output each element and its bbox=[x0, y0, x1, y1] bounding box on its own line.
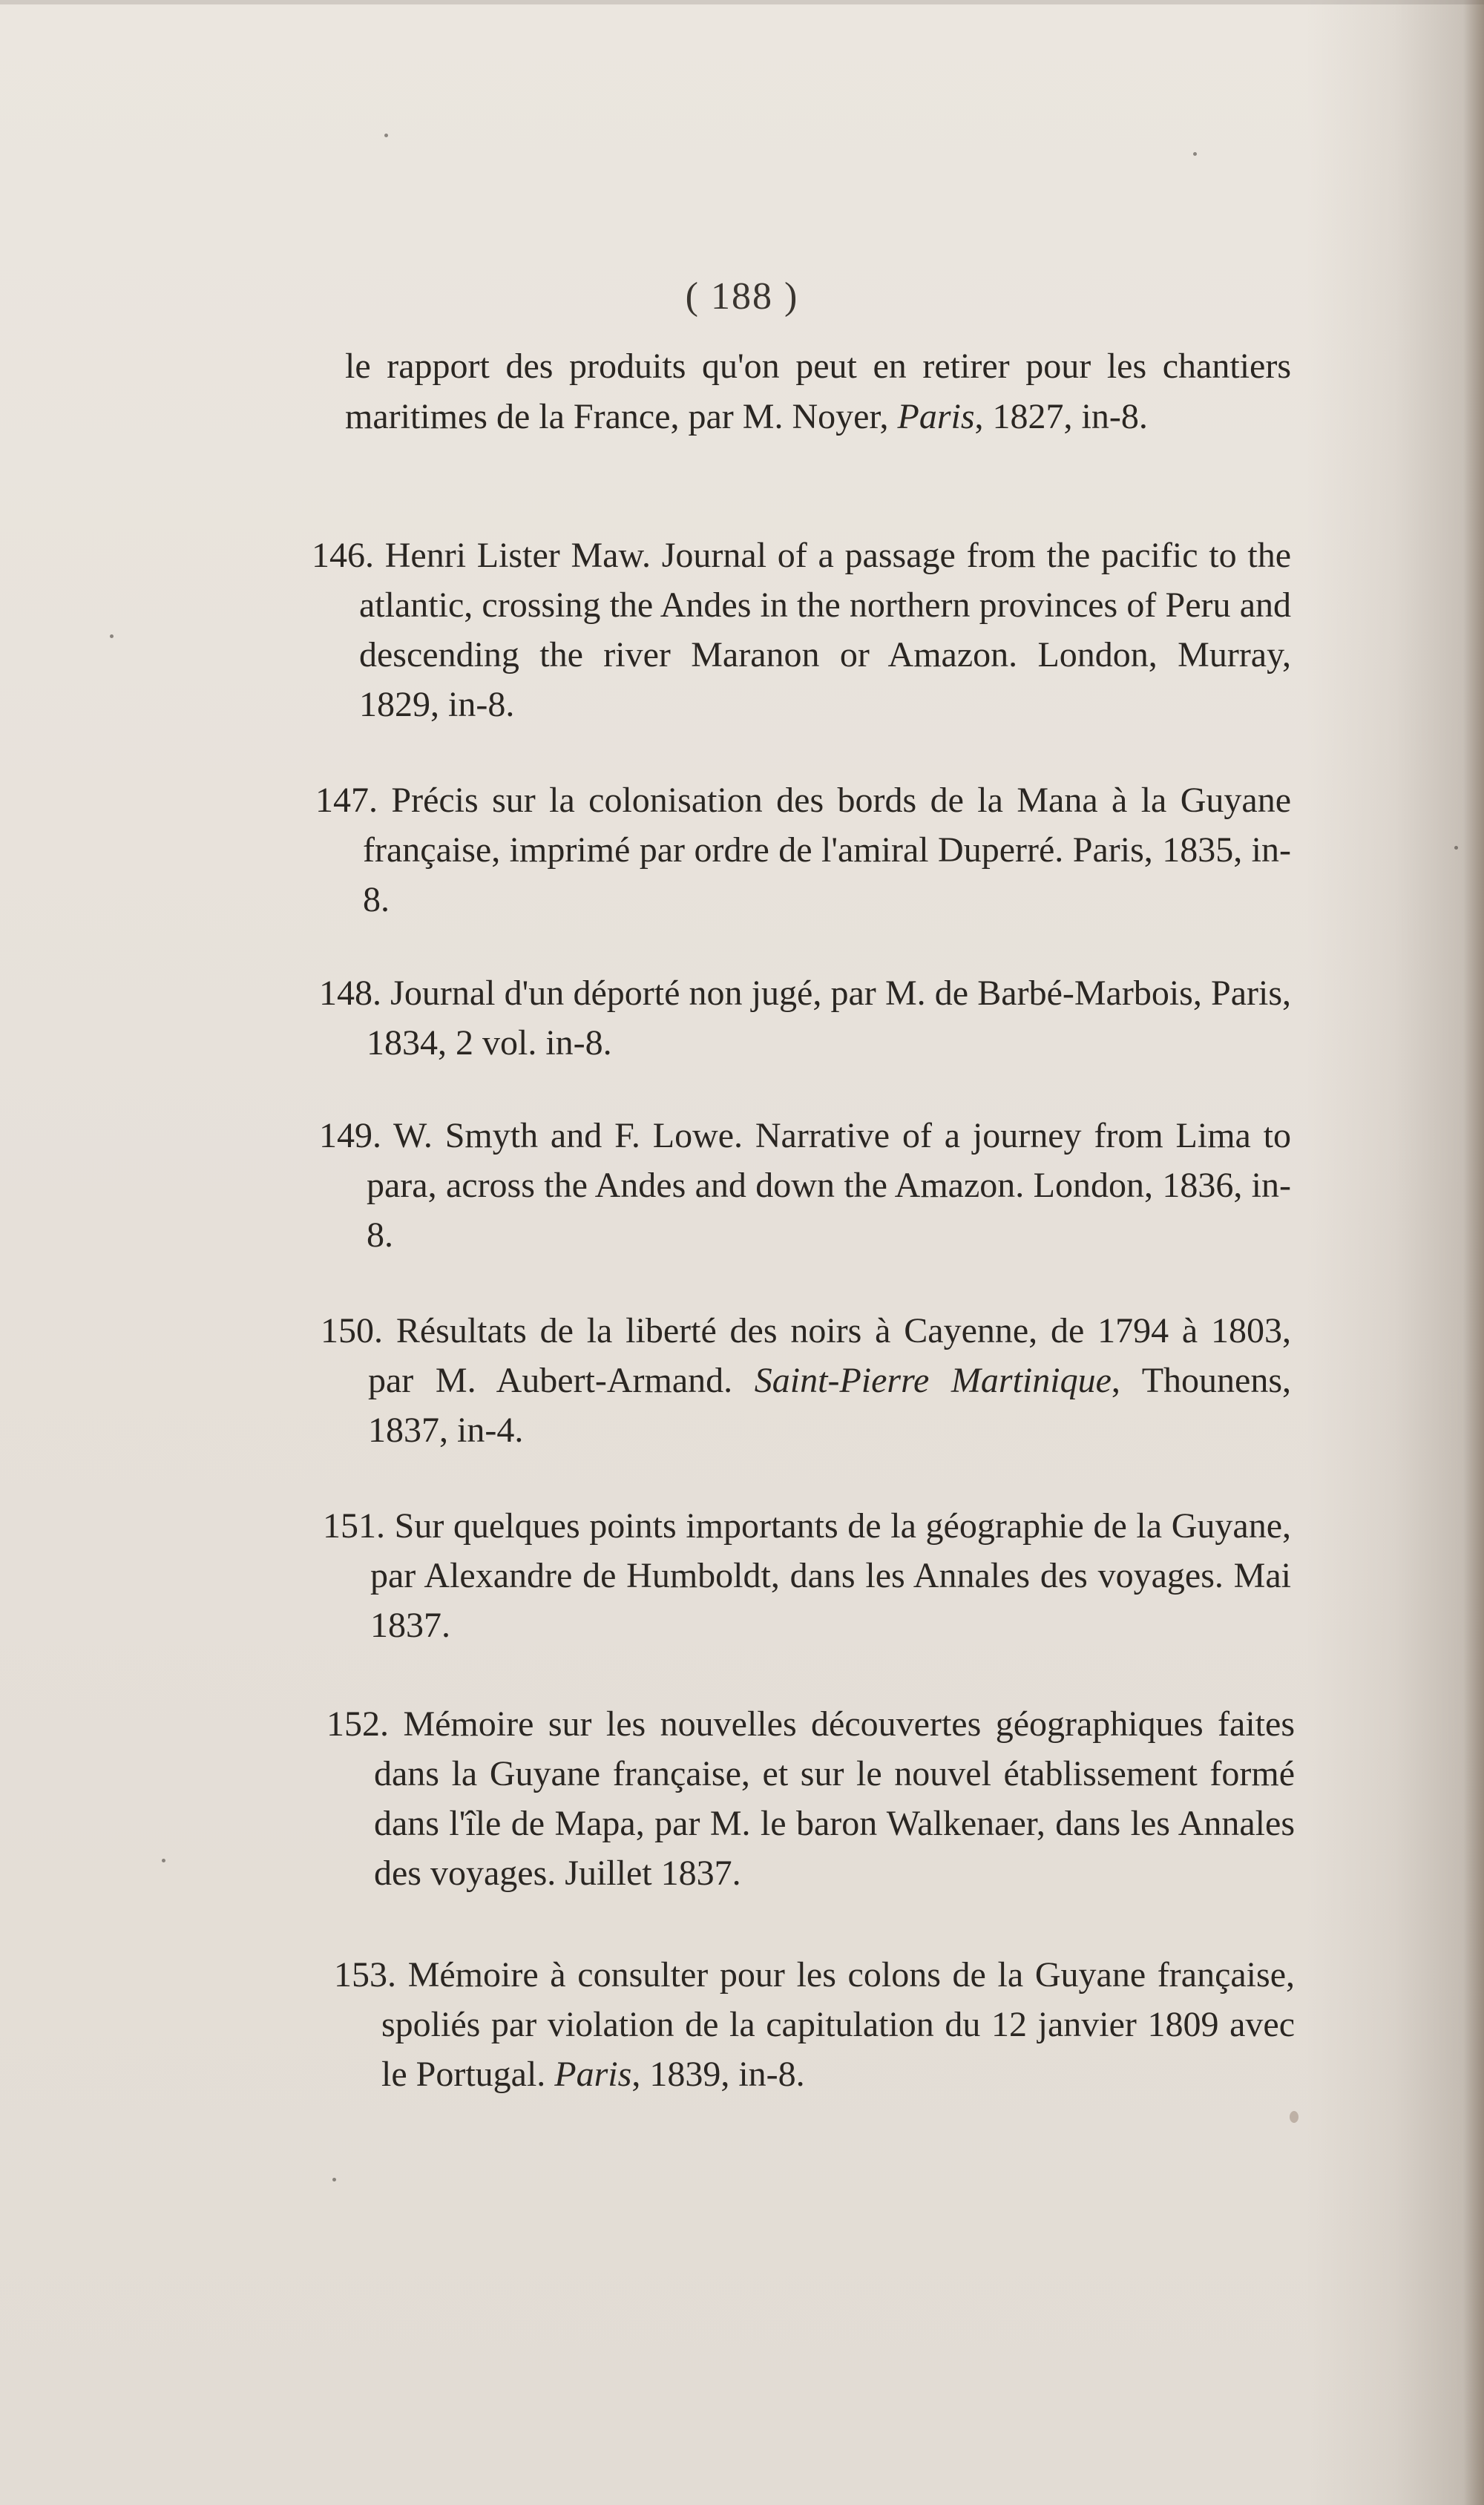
bibliography-entry-150 bbox=[321, 1306, 1291, 1455]
page-number: ( 188 ) bbox=[685, 275, 799, 318]
paper-speck bbox=[110, 634, 114, 638]
paper-speck bbox=[384, 134, 388, 137]
continued-entry-text: le rapport des produits qu'on peut en retirer pour les chantiers maritimes de la France, par M. Noyer, bbox=[345, 347, 1291, 436]
continued-entry bbox=[345, 341, 1291, 442]
paper-speck bbox=[162, 1859, 165, 1862]
entry-text: Sur quelques points importants de la géographie de la Guyane, par Alexandre de Humboldt, dans les Annales des voyages. Mai 1837. bbox=[370, 1506, 1292, 1645]
entry-text: Mémoire à consulter pour les colons de la Guyane française, spoliés par violation de la capitulation du 12 janvier 1809 avec le Portugal. bbox=[381, 1955, 1296, 2094]
page-binding-shadow bbox=[1463, 0, 1484, 2505]
paper-speck bbox=[1193, 152, 1197, 156]
continued-entry-tail: , 1827, in-8. bbox=[974, 397, 1148, 436]
entry-place: Paris bbox=[554, 2055, 632, 2094]
entry-text: Henri Lister Maw. Journal of a passage from the pacific to the atlantic, crossing the Andes in the northern provinces of Peru and descending the river Maranon or Amazon. London, Murray, 1829, in-8. bbox=[359, 536, 1292, 724]
entry-number: 151. bbox=[323, 1506, 385, 1546]
paper-speck bbox=[1454, 846, 1458, 850]
entry-text: Journal d'un déporté non jugé, par M. de Barbé-Marbois, Paris, 1834, 2 vol. in-8. bbox=[367, 974, 1292, 1063]
page-top-edge bbox=[0, 0, 1484, 4]
entry-number: 148. bbox=[319, 974, 381, 1013]
entry-text: Précis sur la colonisation des bords de la Mana à la Guyane française, imprimé par ordre de l'amiral Duperré. Paris, 1835, in-8. bbox=[363, 781, 1292, 919]
entry-number: 147. bbox=[315, 781, 378, 820]
bibliography-entry-153 bbox=[334, 1950, 1295, 2099]
entry-text: Résultats de la liberté des noirs à Cayenne, de 1794 à 1803, par M. Aubert-Armand. bbox=[368, 1311, 1292, 1400]
entry-number: 150. bbox=[321, 1311, 383, 1350]
entry-place: Saint-Pierre Martinique bbox=[754, 1361, 1112, 1400]
entry-number: 152. bbox=[326, 1704, 389, 1744]
entry-tail: , Thounens, 1837, in-4. bbox=[368, 1361, 1291, 1450]
bibliography-entry-149 bbox=[319, 1111, 1291, 1260]
entry-tail: , 1839, in-8. bbox=[631, 2055, 805, 2094]
entry-text: Mémoire sur les nouvelles découvertes géographiques faites dans la Guyane française, et sur le nouvel établissement formé dans l'île de Mapa, par M. le baron Walkenaer, dans les Annales des voyages. Juillet 1837. bbox=[374, 1704, 1296, 1893]
entry-text: W. Smyth and F. Lowe. Narrative of a journey from Lima to para, across the Andes and down the Amazon. London, 1836, in-8. bbox=[367, 1116, 1292, 1255]
bibliography-entry-148 bbox=[319, 968, 1291, 1068]
continued-entry-place: Paris bbox=[897, 397, 975, 436]
paper-speck bbox=[332, 2178, 336, 2181]
entry-number: 146. bbox=[312, 536, 374, 575]
bibliography-entry-146 bbox=[312, 531, 1291, 729]
entry-number: 153. bbox=[334, 1955, 396, 1995]
entry-number: 149. bbox=[319, 1116, 381, 1155]
bibliography-entry-151 bbox=[323, 1501, 1291, 1650]
bibliography-entry-147 bbox=[315, 775, 1291, 925]
bibliography-entry-152 bbox=[326, 1699, 1295, 1898]
paper-stain bbox=[1290, 2111, 1298, 2123]
